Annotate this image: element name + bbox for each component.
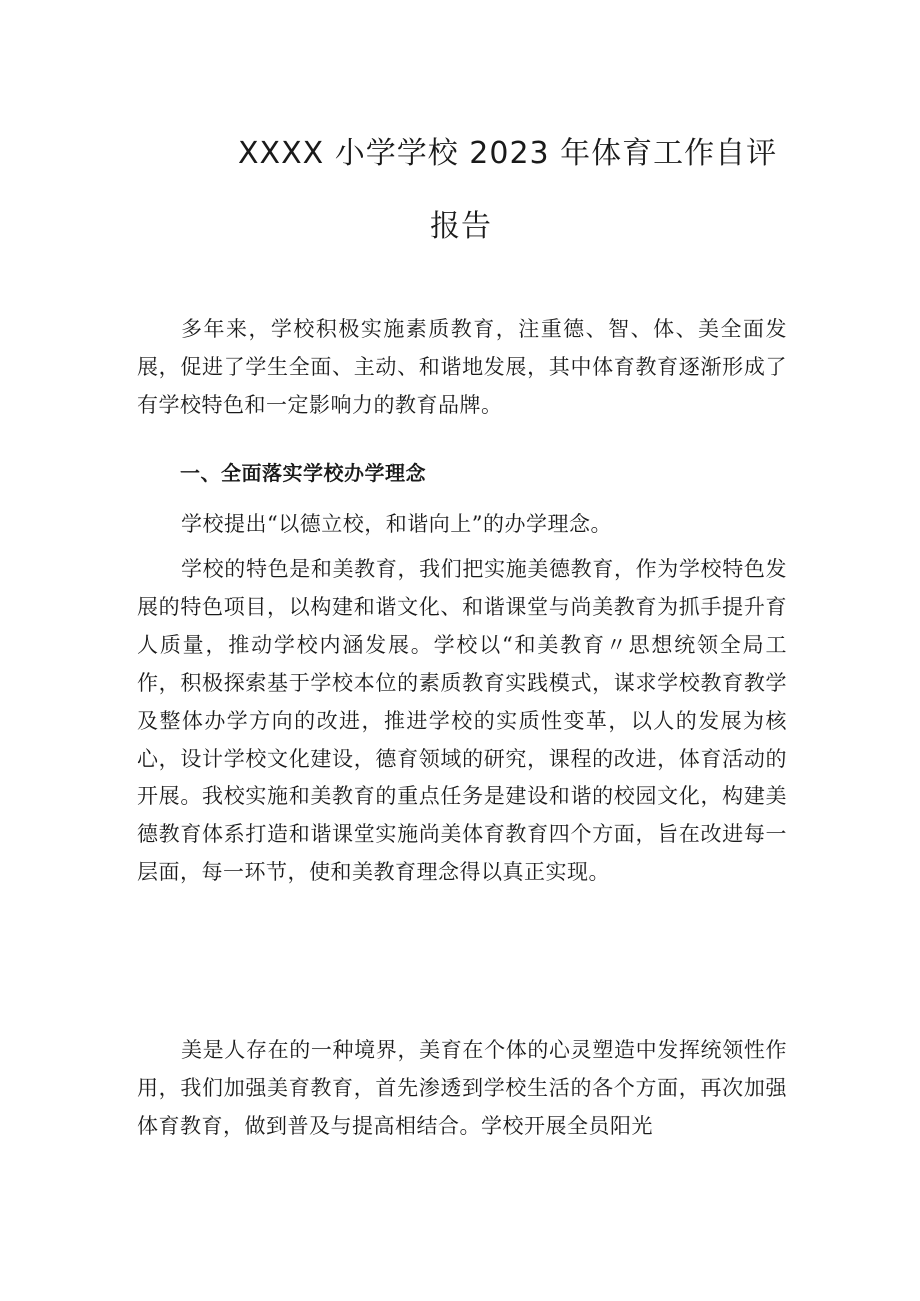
paragraph-aesthetic-education: 美是人存在的一种境界，美育在个体的心灵塑造中发挥统领性作用，我们加强美育教育，首先渗透到学校生活的各个方面，再次加强体育教育，做到普及与提高相结合。学校开展全员阳光 [137, 1038, 787, 1138]
paragraph-school-philosophy: 学校提出“以德立校，和谐向上”的办学理念。 [181, 512, 612, 536]
paragraph-intro: 多年来，学校积极实施素质教育，注重德、智、体、美全面发展，促进了学生全面、主动、和谐地发展，其中体育教育逐渐形成了有学校特色和一定影响力的教育品牌。 [137, 317, 787, 417]
section-heading-1: 一、全面落实学校办学理念 [180, 461, 426, 485]
document-title-line-2: 报告 [430, 209, 492, 244]
paragraph-school-features: 学校的特色是和美教育，我们把实施美德教育，作为学校特色发展的特色项目，以构建和谐文化、和谐课堂与尚美教育为抓手提升育人质量，推动学校内涵发展。学校以“和美教育〃思想统领全局工作，积极探索基于学校本位的素质教育实践模式，谋求学校教育教学及整体办学方向的改进，推进学校的实质性变革，以人的发展为核心，设计学校文化建设，德育领域的研究，课程的改进，体育活动的开展。我校实施和美教育的重点任务是建设和谐的校园文化，构建美德教育体系打造和谐课堂实施尚美体育教育四个方面，旨在改进每一层面，每一环节，使和美教育理念得以真正实现。 [137, 557, 787, 885]
document-title-line-1: XXXX 小学学校 2023 年体育工作自评 [238, 136, 778, 171]
